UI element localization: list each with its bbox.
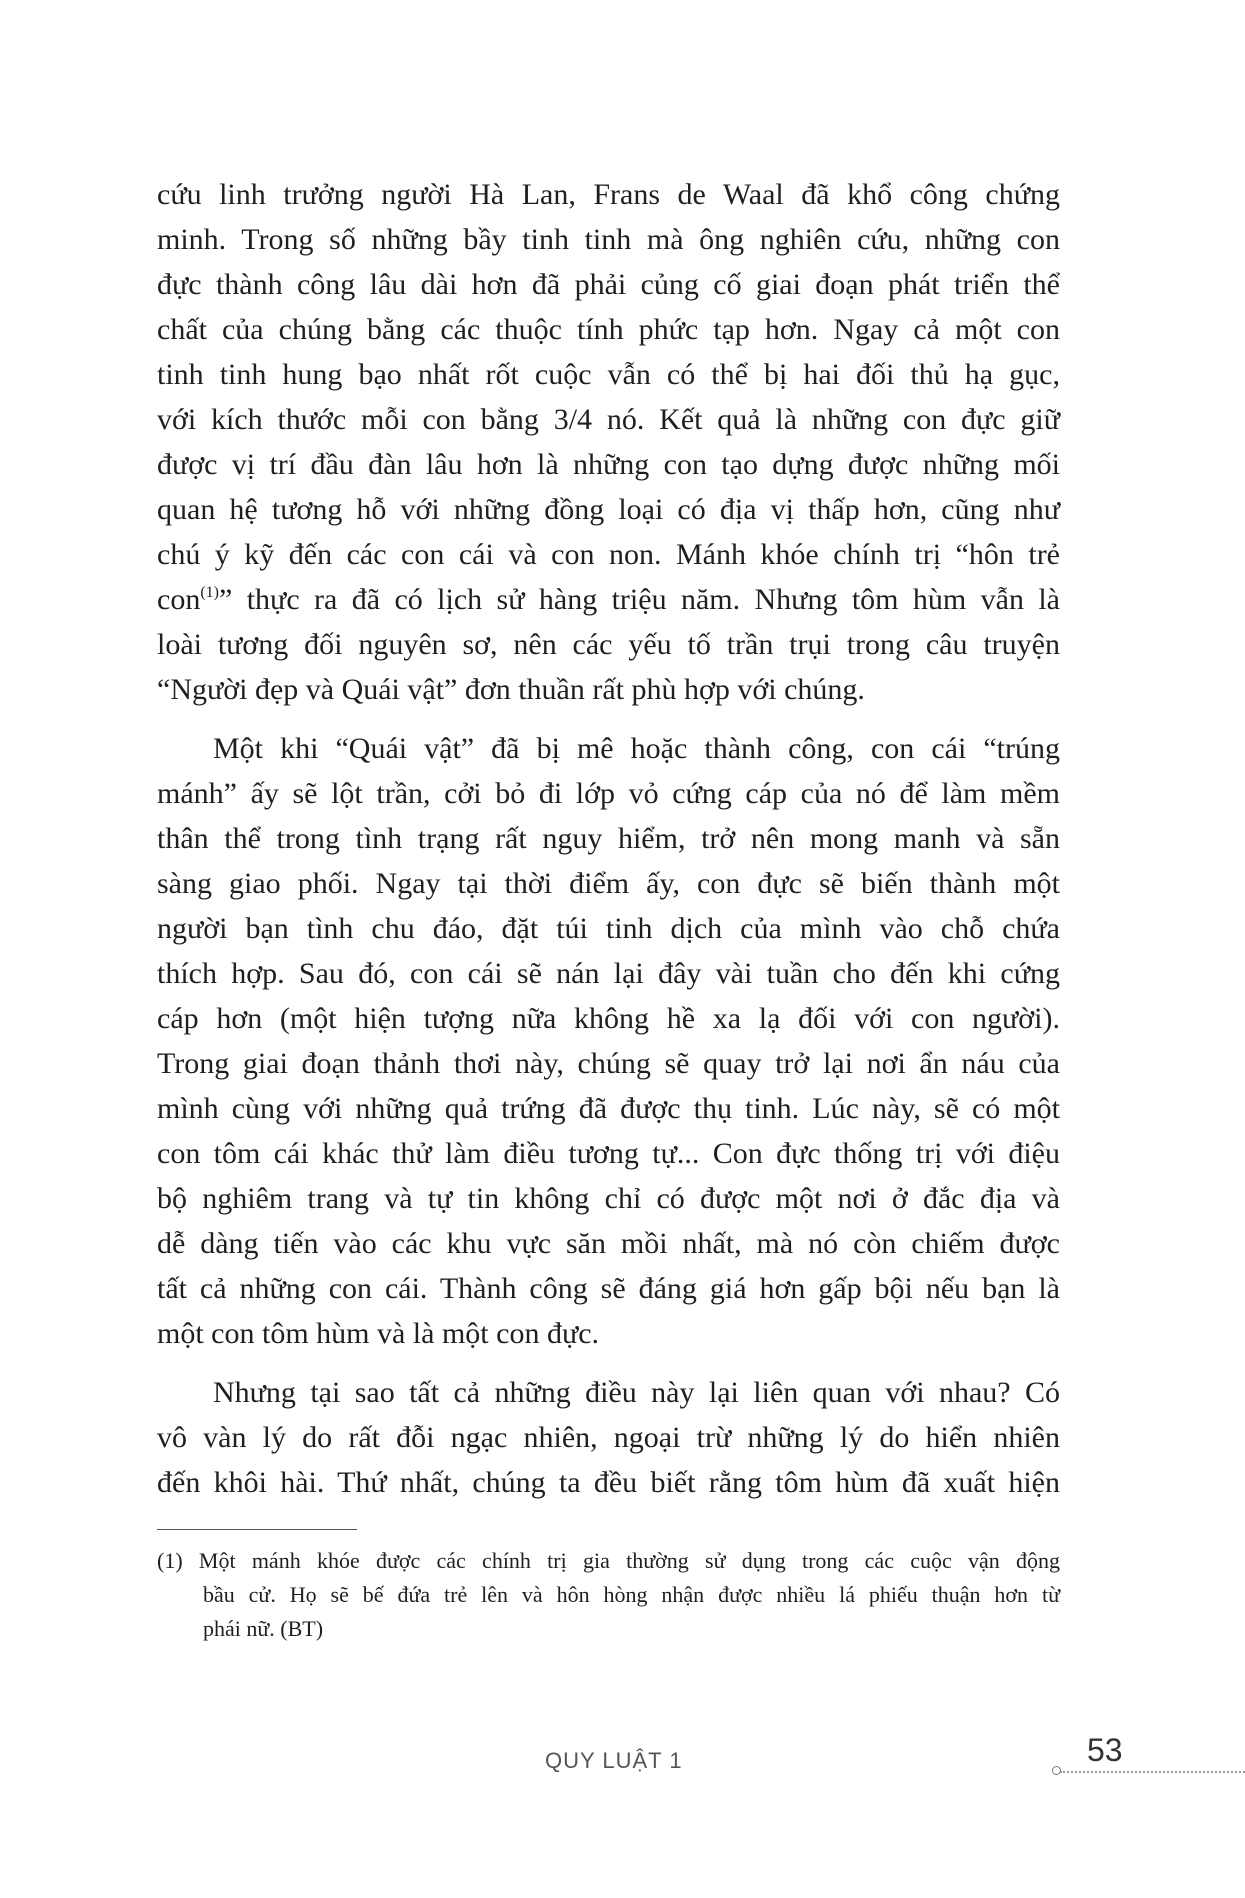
footnote-line: (1) Một mánh khóe được các chính trị gia thường sử dụng trong các cuộc vận động <box>157 1548 1060 1573</box>
text-line: con tôm cái khác thử làm điều tương tự... Con đực thống trị với điệu <box>157 1137 1060 1170</box>
text-line: “Người đẹp và Quái vật” đơn thuần rất phù hợp với chúng. <box>157 673 865 706</box>
text-line: bộ nghiêm trang và tự tin không chỉ có được một nơi ở đắc địa và <box>157 1182 1060 1215</box>
text-line: đực thành công lâu dài hơn đã phải củng cố giai đoạn phát triển thể <box>157 268 1060 301</box>
text-line: thích hợp. Sau đó, con cái sẽ nán lại đây vài tuần cho đến khi cứng <box>157 957 1060 990</box>
text-line: mánh” ấy sẽ lột trần, cởi bỏ đi lớp vỏ cứng cáp của nó để làm mềm <box>157 777 1060 810</box>
footnote-line: bầu cử. Họ sẽ bế đứa trẻ lên và hôn hòng nhận được nhiều lá phiếu thuận hơn từ <box>203 1582 1060 1607</box>
paragraph-1 <box>157 172 1060 712</box>
text-line: mình cùng với những quả trứng đã được thụ tinh. Lúc này, sẽ có một <box>157 1092 1060 1125</box>
text-line: minh. Trong số những bầy tinh tinh mà ông nghiên cứu, những con <box>157 223 1060 256</box>
text-line: sàng giao phối. Ngay tại thời điểm ấy, con đực sẽ biến thành một <box>157 867 1060 900</box>
text-line: người bạn tình chu đáo, đặt túi tinh dịch của mình vào chỗ chứa <box>157 912 1060 945</box>
page-number-circle-ornament <box>1052 1766 1061 1775</box>
page-number: 53 <box>1087 1732 1123 1768</box>
text-line: một con tôm hùm và là một con đực. <box>157 1317 600 1350</box>
text-line: chất của chúng bằng các thuộc tính phức tạp hơn. Ngay cả một con <box>157 313 1060 346</box>
text-line: cáp hơn (một hiện tượng nữa không hề xa lạ đối với con người). <box>157 1002 1060 1035</box>
text-line: chú ý kỹ đến các con cái và con non. Mánh khóe chính trị “hôn trẻ <box>157 538 1060 571</box>
text-line: Một khi “Quái vật” đã bị mê hoặc thành công, con cái “trúng <box>213 732 1060 765</box>
text-line: thân thể trong tình trạng rất nguy hiểm, trở nên mong manh và sẵn <box>157 822 1060 855</box>
footnote-ref[interactable]: (1) <box>200 584 219 601</box>
text-line: vô vàn lý do rất đỗi ngạc nhiên, ngoại trừ những lý do hiển nhiên <box>157 1421 1060 1454</box>
text-fragment: ” <box>218 583 233 616</box>
text-fragment: thực ra đã có lịch sử hàng triệu năm. Nhưng tôm hùm vẫn là <box>246 583 1061 616</box>
text-line-with-footnote-ref <box>157 577 1060 622</box>
text-line: dễ dàng tiến vào các khu vực săn mồi nhất, mà nó còn chiếm được <box>157 1227 1060 1260</box>
paragraph-3 <box>157 1370 1060 1505</box>
text-line: tinh tinh hung bạo nhất rốt cuộc vẫn có thể bị hai đối thủ hạ gục, <box>157 358 1060 391</box>
page-number-dotted-rule <box>1060 1771 1245 1773</box>
footnote-divider <box>157 1529 357 1530</box>
text-line: với kích thước mỗi con bằng 3/4 nó. Kết quả là những con đực giữ <box>157 403 1060 436</box>
text-line: tất cả những con cái. Thành công sẽ đáng giá hơn gấp bội nếu bạn là <box>157 1272 1060 1305</box>
text-line: Trong giai đoạn thảnh thơi này, chúng sẽ quay trở lại nơi ẩn náu của <box>157 1047 1060 1080</box>
footnote <box>157 1544 1060 1646</box>
footnote-line: phái nữ. (BT) <box>203 1616 324 1641</box>
text-line: được vị trí đầu đàn lâu hơn là những con tạo dựng được những mối <box>157 448 1060 481</box>
text-line: đến khôi hài. Thứ nhất, chúng ta đều biết rằng tôm hùm đã xuất hiện <box>157 1466 1060 1499</box>
text-line: quan hệ tương hỗ với những đồng loại có địa vị thấp hơn, cũng như <box>157 493 1060 526</box>
text-fragment: con <box>157 583 201 616</box>
text-line: Nhưng tại sao tất cả những điều này lại liên quan với nhau? Có <box>213 1376 1060 1409</box>
body-text <box>157 172 1060 1519</box>
text-line: loài tương đối nguyên sơ, nên các yếu tố trần trụi trong câu truyện <box>157 628 1060 661</box>
text-line: cứu linh trưởng người Hà Lan, Frans de Waal đã khổ công chứng <box>157 178 1060 211</box>
paragraph-2 <box>157 726 1060 1356</box>
running-footer-title: QUY LUẬT 1 <box>545 1748 683 1773</box>
